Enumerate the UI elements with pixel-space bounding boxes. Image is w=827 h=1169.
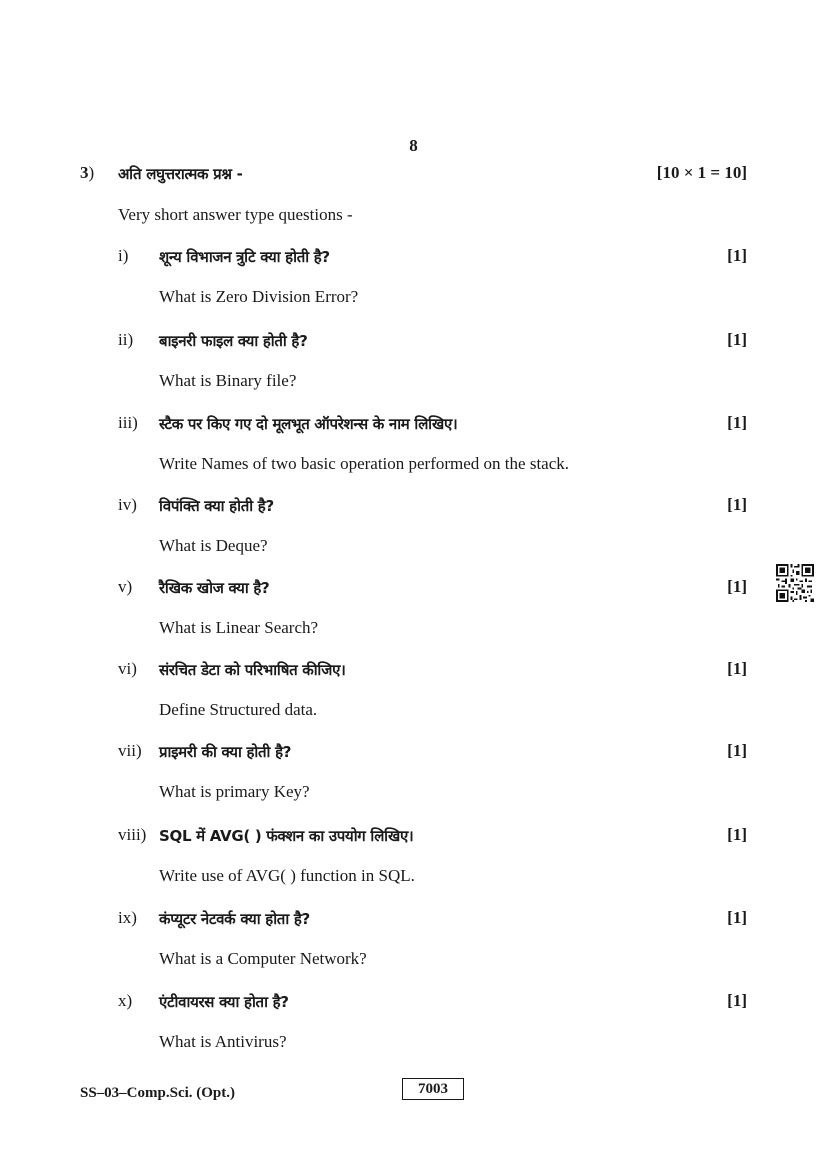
footer-paper-code: SS–03–Comp.Sci. (Opt.) [80, 1085, 236, 1101]
section-number: 3) [80, 163, 95, 182]
question-number: v) [118, 577, 133, 596]
question-item [118, 577, 747, 637]
question-hindi: रैखिक खोज क्या है? [159, 579, 270, 597]
question-marks: [1] [727, 246, 747, 265]
question-item [118, 330, 747, 390]
section-marks: [10 × 1 = 10] [656, 163, 747, 182]
question-english: Write use of AVG( ) function in SQL. [159, 866, 415, 885]
question-item [118, 246, 747, 306]
question-item [118, 741, 747, 801]
question-number: i) [118, 246, 129, 265]
page-number: 8 [409, 136, 418, 155]
question-item [118, 495, 747, 555]
question-hindi: प्राइमरी की क्या होती है? [159, 743, 292, 761]
question-marks: [1] [727, 991, 747, 1010]
question-item [118, 825, 747, 885]
question-number: vi) [118, 659, 137, 678]
question-marks: [1] [727, 577, 747, 596]
question-marks: [1] [727, 495, 747, 514]
question-number: x) [118, 991, 133, 1010]
question-number: vii) [118, 741, 142, 760]
section-title-english: Very short answer type questions - [118, 205, 353, 224]
question-hindi: संरचित डेटा को परिभाषित कीजिए। [159, 661, 346, 679]
section-title-hindi: अति लघुत्तरात्मक प्रश्न - [118, 165, 243, 183]
question-hindi: स्टैक पर किए गए दो मूलभूत ऑपरेशन्स के नाम लिखिए। [159, 415, 458, 433]
question-hindi: बाइनरी फाइल क्या होती है? [159, 332, 308, 350]
question-english: What is Linear Search? [159, 618, 319, 637]
question-marks: [1] [727, 413, 747, 432]
question-hindi: SQL में AVG( ) फंक्शन का उपयोग लिखिए। [159, 827, 414, 845]
question-english: Write Names of two basic operation performed on the stack. [159, 454, 570, 473]
question-marks: [1] [727, 908, 747, 927]
question-hindi: शून्य विभाजन त्रुटि क्या होती है? [159, 248, 330, 266]
question-english: What is Deque? [159, 536, 268, 555]
question-marks: [1] [727, 741, 747, 760]
question-marks: [1] [727, 659, 747, 678]
question-english: What is Antivirus? [159, 1032, 287, 1051]
question-item [118, 413, 747, 473]
question-number: viii) [118, 825, 147, 844]
question-number: iii) [118, 413, 138, 432]
question-english: What is primary Key? [159, 782, 310, 801]
question-english: What is a Computer Network? [159, 949, 367, 968]
question-hindi: विपंक्ति क्या होती है? [159, 497, 274, 515]
question-hindi: एंटीवायरस क्या होता है? [159, 993, 289, 1011]
question-item [118, 908, 747, 968]
question-english: What is Binary file? [159, 371, 297, 390]
question-hindi: कंप्यूटर नेटवर्क क्या होता है? [159, 910, 310, 928]
qr-code-icon [776, 564, 814, 602]
question-english: Define Structured data. [159, 700, 318, 719]
question-marks: [1] [727, 825, 747, 844]
question-marks: [1] [727, 330, 747, 349]
question-number: iv) [118, 495, 137, 514]
question-item [118, 991, 747, 1051]
question-number: ix) [118, 908, 137, 927]
section-header [80, 163, 747, 185]
question-number: ii) [118, 330, 134, 349]
footer-paper-number: 7003 [402, 1078, 464, 1100]
question-item [118, 659, 747, 719]
question-english: What is Zero Division Error? [159, 287, 359, 306]
